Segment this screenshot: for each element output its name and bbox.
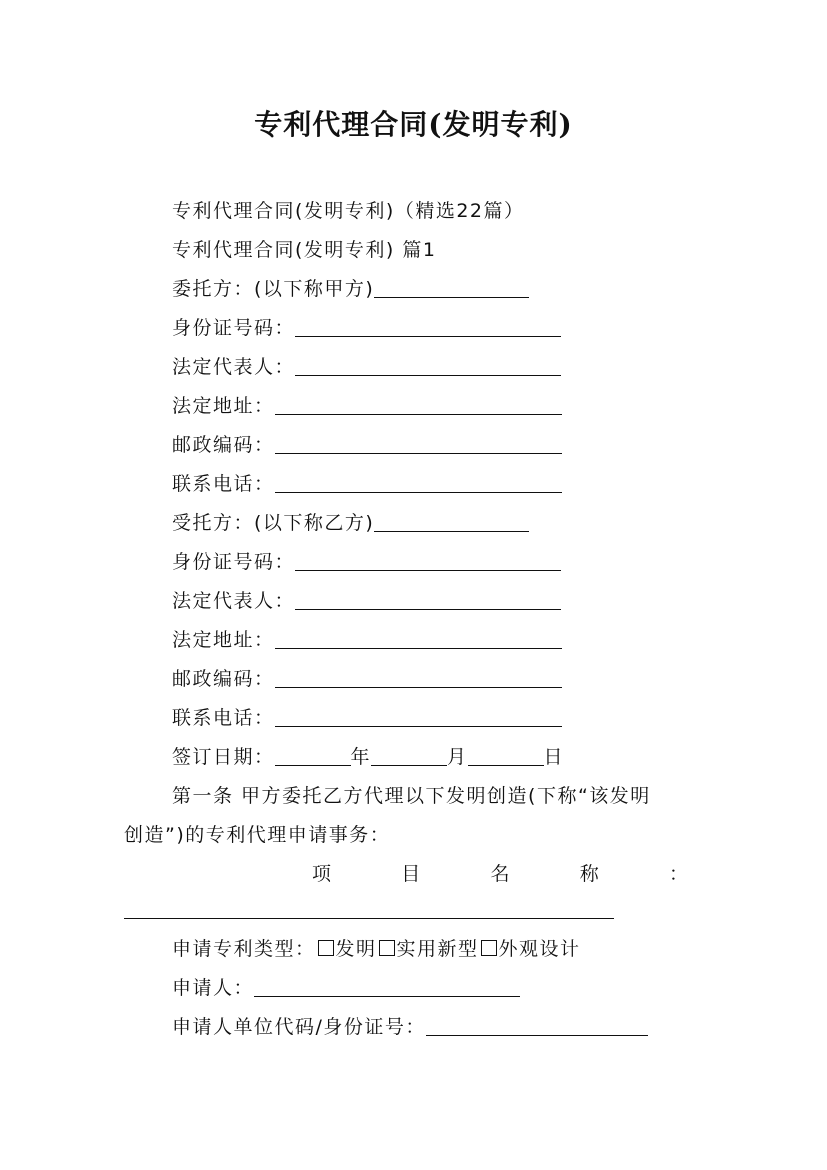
postcode-line-2: [172, 667, 562, 691]
address-line-2: [172, 628, 562, 652]
document-title: 专利代理合同(发明专利): [254, 108, 573, 141]
project-char-3: 名: [490, 863, 510, 885]
year-label: 年: [350, 746, 372, 768]
invention-checkbox[interactable]: [318, 940, 334, 956]
phone-line-1: [172, 472, 562, 496]
applicant-blank[interactable]: [254, 978, 520, 997]
project-name-row: [172, 862, 688, 886]
intro-line: 专利代理合同(发明专利)（精选22篇）: [172, 200, 525, 222]
address-blank-2[interactable]: [275, 630, 562, 649]
agent-line: [172, 511, 529, 535]
clause1-second-line: 创造”)的专利代理申请事务：: [124, 824, 391, 846]
postcode-blank-1[interactable]: [275, 435, 562, 454]
postcode-label-2: 邮政编码：: [172, 668, 275, 690]
client-label: 委托方：(以下称甲方): [172, 278, 375, 300]
phone-line-2: [172, 706, 562, 730]
id-line-2: [172, 550, 561, 574]
year-blank[interactable]: [275, 747, 351, 766]
legal-rep-line-1: [172, 355, 561, 379]
project-name-blank[interactable]: [124, 918, 614, 919]
address-blank-1[interactable]: [275, 396, 562, 415]
clause1-first-line: 第一条 甲方委托乙方代理以下发明创造(下称“该发明: [172, 785, 651, 807]
client-blank[interactable]: [374, 279, 529, 298]
postcode-line-1: [172, 433, 562, 457]
article-heading: 专利代理合同(发明专利) 篇1: [172, 239, 437, 261]
phone-blank-2[interactable]: [275, 708, 562, 727]
sign-date-line: [172, 745, 564, 769]
legal-rep-label-1: 法定代表人：: [172, 356, 296, 378]
legal-rep-label-2: 法定代表人：: [172, 590, 296, 612]
month-label: 月: [447, 746, 468, 768]
applicant-label: 申请人：: [172, 977, 255, 999]
day-label: 日: [543, 746, 565, 768]
id-label-1: 身份证号码：: [172, 317, 296, 339]
applicant-code-blank[interactable]: [426, 1017, 648, 1036]
legal-rep-blank-1[interactable]: [295, 357, 561, 376]
address-label-1: 法定地址：: [172, 395, 275, 417]
project-char-5: ：: [668, 863, 688, 885]
postcode-blank-2[interactable]: [275, 669, 562, 688]
project-char-4: 称: [579, 863, 599, 885]
applicant-code-label: 申请人单位代码/身份证号：: [172, 1016, 426, 1038]
applicant-code-line: [172, 1015, 648, 1039]
phone-label-2: 联系电话：: [172, 707, 275, 729]
utility-model-label: 实用新型: [396, 938, 479, 960]
utility-model-checkbox[interactable]: [379, 940, 395, 956]
invention-label: 发明: [335, 938, 377, 960]
project-char-2: 目: [401, 863, 421, 885]
legal-rep-blank-2[interactable]: [295, 591, 561, 610]
address-label-2: 法定地址：: [172, 629, 275, 651]
design-label: 外观设计: [498, 938, 581, 960]
design-checkbox[interactable]: [481, 940, 497, 956]
sign-date-label: 签订日期：: [172, 746, 275, 768]
month-blank[interactable]: [371, 747, 447, 766]
legal-rep-line-2: [172, 589, 561, 613]
phone-blank-1[interactable]: [275, 474, 562, 493]
id-line-1: [172, 316, 561, 340]
agent-blank[interactable]: [374, 513, 529, 532]
postcode-label-1: 邮政编码：: [172, 434, 275, 456]
address-line-1: [172, 394, 562, 418]
project-char-1: 项: [312, 863, 332, 885]
applicant-line: [172, 976, 520, 1000]
agent-label: 受托方：(以下称乙方): [172, 512, 375, 534]
day-blank[interactable]: [468, 747, 544, 766]
client-line: [172, 277, 529, 301]
phone-label-1: 联系电话：: [172, 473, 275, 495]
patent-type-label: 申请专利类型：: [172, 938, 316, 960]
id-label-2: 身份证号码：: [172, 551, 296, 573]
patent-type-line: [172, 937, 581, 961]
id-blank-2[interactable]: [295, 552, 561, 571]
id-blank-1[interactable]: [295, 318, 561, 337]
